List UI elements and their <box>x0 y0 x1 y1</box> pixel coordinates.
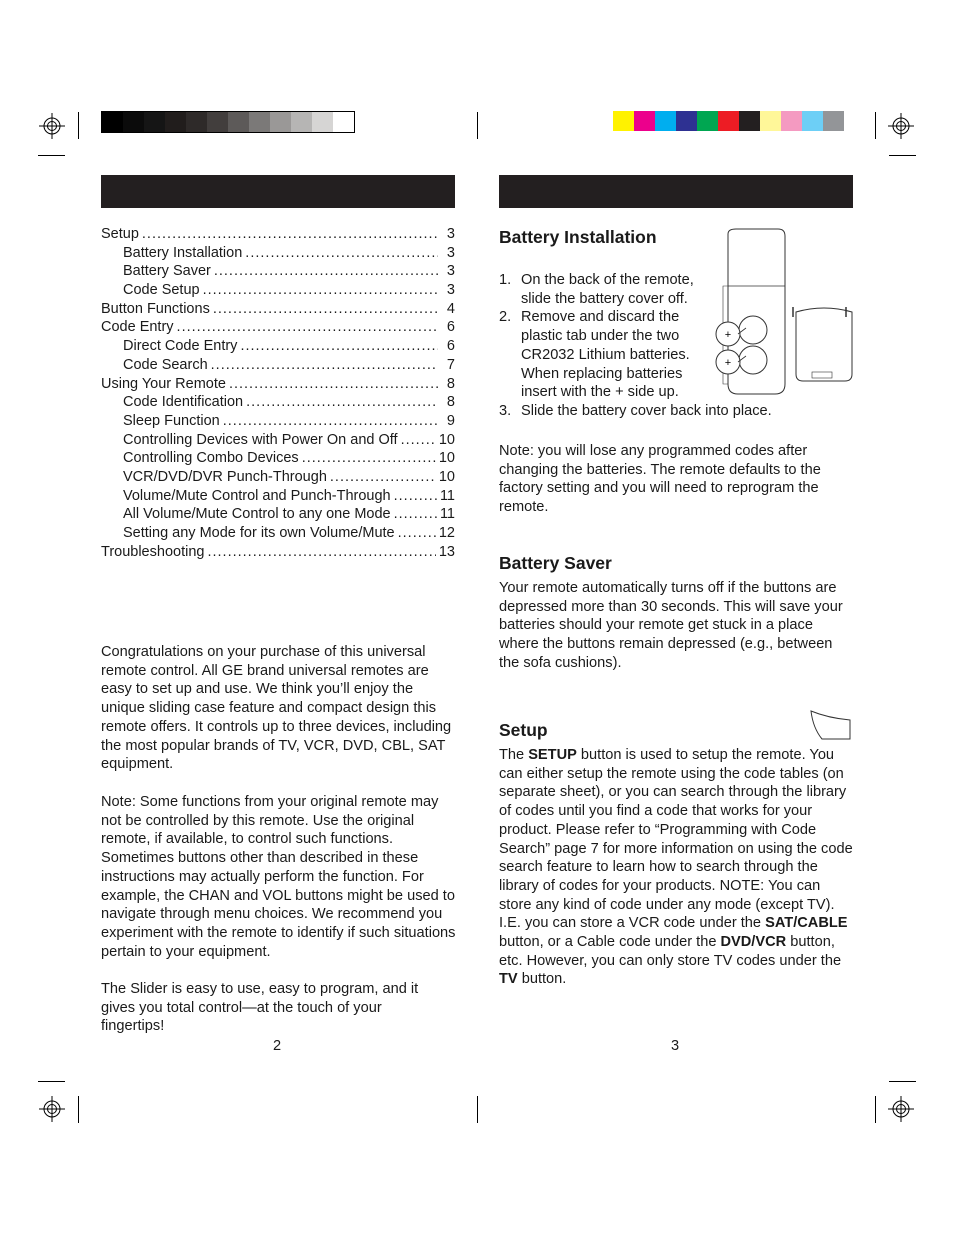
toc-entry-page: 12 <box>438 525 455 541</box>
toc-entry-page: 8 <box>446 375 455 392</box>
crop-mark <box>38 155 65 156</box>
toc-entry <box>101 525 455 544</box>
gray-swatch <box>165 112 186 132</box>
gray-swatch <box>207 112 228 132</box>
toc-leader <box>214 263 438 279</box>
toc-entry-page: 3 <box>446 282 455 299</box>
toc-entry-page: 10 <box>438 450 455 467</box>
plus-label: + <box>724 329 732 341</box>
list-item: 2. Remove and discard the plastic tab under the two CR2032 Lithium batteries. When replacing batteries insert with the + side up. <box>499 309 690 401</box>
toc-leader <box>245 245 438 261</box>
color-swatch <box>760 111 781 131</box>
toc-entry-page: 3 <box>446 263 455 280</box>
toc-entry-title: Battery Saver <box>123 263 211 280</box>
gray-swatch <box>186 112 207 132</box>
toc-leader <box>229 376 438 392</box>
toc-entry-title: All Volume/Mute Control to any one Mode <box>123 506 391 523</box>
toc-entry-page: 7 <box>446 356 455 373</box>
list-item: 3. Slide the battery cover back into place. <box>499 402 772 419</box>
toc-entry <box>101 506 455 525</box>
toc-entry-title: Using Your Remote <box>101 375 226 392</box>
toc-entry-page: 10 <box>438 468 455 485</box>
left-page-header-band <box>101 175 455 208</box>
color-swatch <box>823 111 844 131</box>
color-swatch <box>697 111 718 131</box>
plus-label: + <box>724 357 732 369</box>
toc-entry-title: Setup <box>101 226 139 242</box>
toc-entry-title: Code Setup <box>123 282 200 299</box>
toc-entry-page: 10 <box>438 431 455 448</box>
crop-mark <box>78 112 79 139</box>
gray-swatch <box>270 112 291 132</box>
color-swatch <box>634 111 655 131</box>
toc-entry-title: Code Identification <box>123 394 244 411</box>
list-item: 1. On the back of the remote, slide the battery cover off. <box>499 272 694 307</box>
toc-leader <box>211 357 438 373</box>
table-of-contents <box>101 226 455 562</box>
toc-entry <box>101 263 455 282</box>
color-swatch <box>781 111 802 131</box>
toc-entry-title: Volume/Mute Control and Punch-Through <box>123 487 391 504</box>
toc-entry <box>101 357 455 376</box>
crop-mark <box>889 1081 916 1082</box>
crop-mark <box>38 1081 65 1082</box>
toc-entry-title: Sleep Function <box>123 412 220 429</box>
gray-swatch <box>312 112 333 132</box>
color-swatch <box>718 111 739 131</box>
toc-entry-title: Controlling Combo Devices <box>123 450 299 467</box>
toc-entry <box>101 469 455 488</box>
toc-entry-title: Direct Code Entry <box>123 338 238 355</box>
toc-entry-title: Controlling Devices with Power On and Off <box>123 431 398 448</box>
gray-swatch <box>123 112 144 132</box>
crop-mark <box>875 112 876 139</box>
toc-entry <box>101 338 455 357</box>
toc-leader <box>142 226 438 242</box>
gray-swatch <box>291 112 312 132</box>
toc-entry-page: 9 <box>446 412 455 429</box>
toc-entry-title: Button Functions <box>101 300 210 317</box>
toc-entry-page: 11 <box>439 487 455 504</box>
page-number: 3 <box>671 1038 680 1054</box>
toc-leader <box>398 525 436 541</box>
crop-mark <box>477 1096 478 1123</box>
toc-entry <box>101 432 455 451</box>
toc-leader <box>401 432 436 448</box>
toc-entry-title: Setting any Mode for its own Volume/Mute <box>123 525 395 541</box>
toc-entry-page: 3 <box>446 226 455 242</box>
gray-swatch <box>228 112 249 132</box>
color-calibration-bar <box>613 111 844 131</box>
toc-entry <box>101 301 455 320</box>
right-page-header-band <box>499 175 853 208</box>
toc-entry-title: Code Search <box>123 356 208 373</box>
color-swatch <box>613 111 634 131</box>
toc-entry <box>101 282 455 301</box>
color-swatch <box>676 111 697 131</box>
toc-leader <box>223 413 438 429</box>
registration-mark-icon <box>888 1096 914 1122</box>
gray-swatch <box>102 112 123 132</box>
toc-entry-page: 11 <box>439 506 455 523</box>
note-paragraph: Note: Some functions from your original remote may not be controlled by this remote. Use the original remote, if available, to control such functions. Sometimes buttons other than described in these instructions may actually perform the function. For example, the CHAN and VOL buttons might be used to navigate through menu choices. We recommend you experiment with the remote to identify if such situations pertain to your equipment. <box>101 794 456 960</box>
toc-entry-page: 6 <box>446 319 455 336</box>
toc-entry <box>101 544 455 563</box>
page-number: 2 <box>273 1038 282 1054</box>
battery-saver-text: Your remote automatically turns off if the buttons are depressed more than 30 seconds. This will save your batteries should your remote get stuck in a place where the buttons remain depressed (e.g., between the sofa cushions). <box>499 580 843 671</box>
toc-entry-page: 13 <box>438 543 455 560</box>
color-swatch <box>739 111 760 131</box>
toc-leader <box>213 301 438 317</box>
toc-leader <box>330 469 436 485</box>
toc-leader <box>246 394 438 410</box>
toc-entry-page: 8 <box>446 394 455 411</box>
toc-leader <box>207 544 435 560</box>
battery-installation-heading: Battery Installation <box>499 227 657 247</box>
toc-entry-title: Battery Installation <box>123 244 243 261</box>
toc-leader <box>302 450 436 466</box>
toc-entry-page: 3 <box>446 244 455 261</box>
toc-entry <box>101 245 455 264</box>
toc-entry <box>101 394 455 413</box>
setup-text: The SETUP button is used to setup the remote. You can either setup the remote using the code tables (on separate sheet), or you can search through the library of codes until you find a code that works for your product. Please refer to “Programming with Code Search” page 7 for more information on using the code search feature to learn how to search through the library of codes for your products. NOTE: You can store any kind of code under any mode (except TV). I.E. you can store a VCR code under the SAT/CABLE button, or a Cable code under the DVD/VCR button, etc. However, you can only store TV codes under the TV button. <box>499 747 853 988</box>
toc-entry-title: Code Entry <box>101 319 174 336</box>
color-swatch <box>802 111 823 131</box>
grayscale-calibration-bar <box>101 111 355 133</box>
toc-entry <box>101 450 455 469</box>
closing-paragraph: The Slider is easy to use, easy to program, and it gives you total control—at the touch of your fingertips! <box>101 981 419 1035</box>
setup-heading: Setup <box>499 720 548 740</box>
toc-entry-page: 4 <box>446 300 455 317</box>
battery-saver-heading: Battery Saver <box>499 553 612 573</box>
toc-entry-title: Troubleshooting <box>101 543 205 560</box>
toc-entry <box>101 488 455 507</box>
toc-entry <box>101 226 455 245</box>
toc-entry <box>101 319 455 338</box>
registration-mark-icon <box>39 113 65 139</box>
registration-mark-icon <box>39 1096 65 1122</box>
battery-note: Note: you will lose any programmed codes after changing the batteries. The remote defaults to the factory setting and you will need to reprogram the remote. <box>499 443 821 516</box>
toc-leader <box>394 488 437 504</box>
toc-leader <box>203 282 438 298</box>
gray-swatch <box>249 112 270 132</box>
crop-mark <box>477 112 478 139</box>
intro-paragraph: Congratulations on your purchase of this universal remote control. All GE brand universal remotes are easy to set up and use. We think you’ll enjoy the unique sliding case feature and compact design this remote offers. It controls up to three devices, including the most popular brands of TV, VCR, DVD, CBL, SAT equipment. <box>101 644 452 773</box>
gray-swatch <box>144 112 165 132</box>
gray-swatch <box>333 112 354 132</box>
setup-button-icon <box>808 708 854 742</box>
crop-mark <box>889 155 916 156</box>
toc-leader <box>240 338 438 354</box>
toc-entry <box>101 376 455 395</box>
color-swatch <box>655 111 676 131</box>
crop-mark <box>875 1096 876 1123</box>
registration-mark-icon <box>888 113 914 139</box>
crop-mark <box>78 1096 79 1123</box>
remote-battery-illustration <box>708 224 858 404</box>
toc-entry-title: VCR/DVD/DVR Punch-Through <box>123 468 327 485</box>
toc-entry <box>101 413 455 432</box>
toc-leader <box>394 506 437 522</box>
toc-entry-page: 6 <box>446 338 455 355</box>
toc-leader <box>177 319 438 335</box>
